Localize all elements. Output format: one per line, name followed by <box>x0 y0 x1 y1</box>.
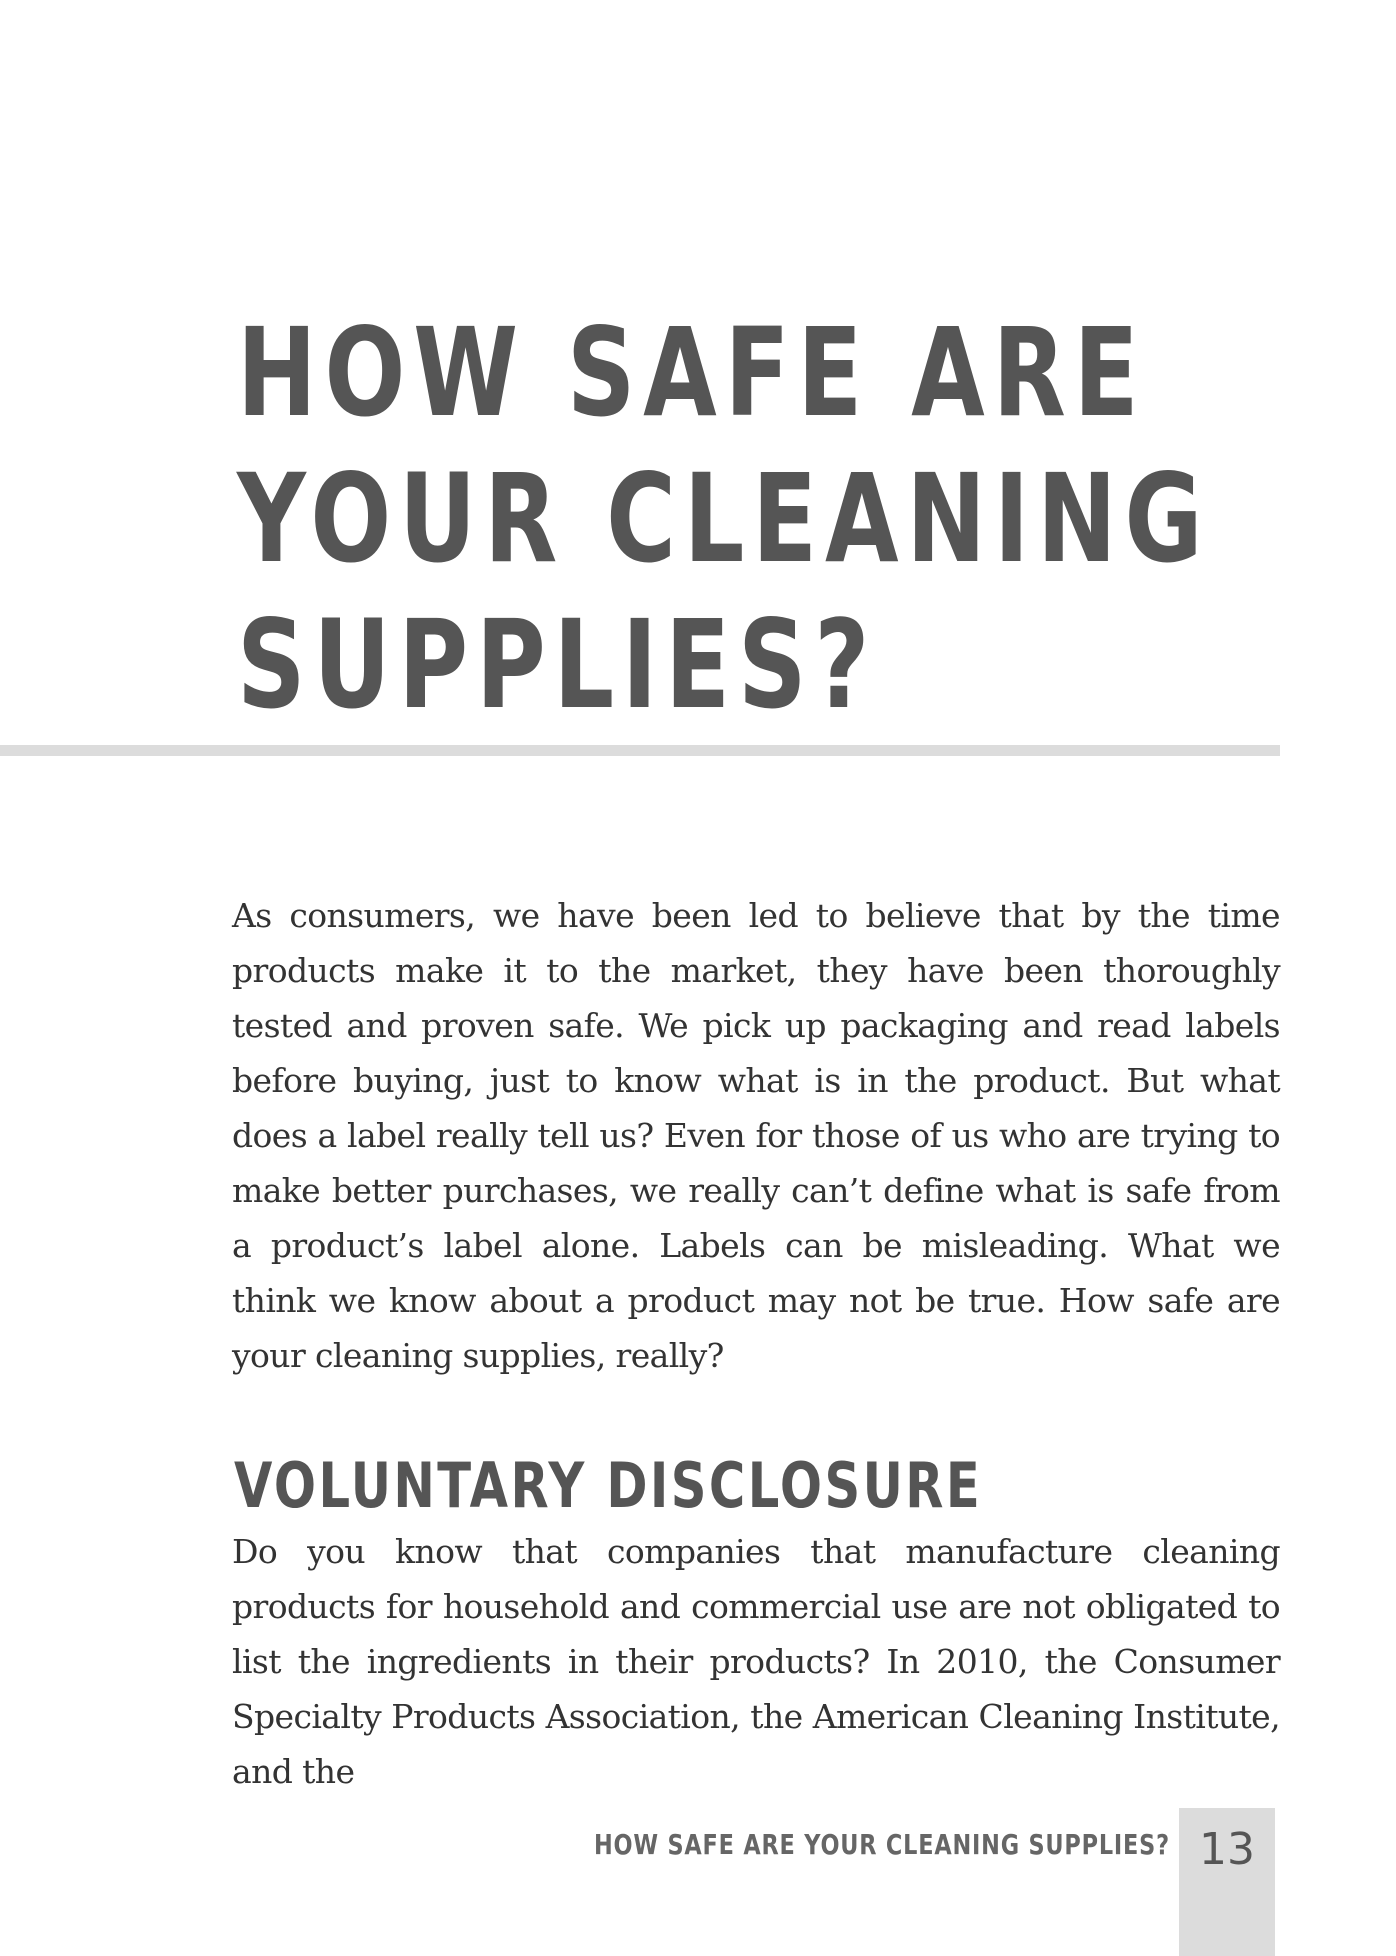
chapter-title-line: SUPPLIES? <box>237 594 878 736</box>
chapter-title-line: HOW SAFE ARE <box>237 302 1147 444</box>
page-number-tab <box>1179 1808 1275 1956</box>
page-number: 13 <box>1199 1824 1255 1875</box>
intro-paragraph: As consumers, we have been led to believe that by the time products make it to the market, they have been thoroughly tested and proven safe. We pick up packaging and read labels before buying, just to know what is in the product. But what does a label really tell us? Even for those of us who are trying to make better purchases, we really can’t define what is safe from a product’s label alone. Labels can be misleading. What we think we know about a product may not be true. How safe are your cleaning supplies, really? <box>232 896 1280 1375</box>
chapter-title-line: YOUR CLEANING <box>237 448 1211 590</box>
section-paragraph: Do you know that companies that manufacture cleaning products for household and commercial use are not obligated to list the ingredients in their products? In 2010, the Consumer Specialty Products Association, the American Cleaning Institute, and the <box>232 1532 1280 1791</box>
running-footer-title: HOW SAFE ARE YOUR CLEANING SUPPLIES? <box>594 1828 1170 1861</box>
title-divider <box>0 745 1280 756</box>
chapter-title <box>237 300 1211 738</box>
section-heading: VOLUNTARY DISCLOSURE <box>234 1449 983 1522</box>
